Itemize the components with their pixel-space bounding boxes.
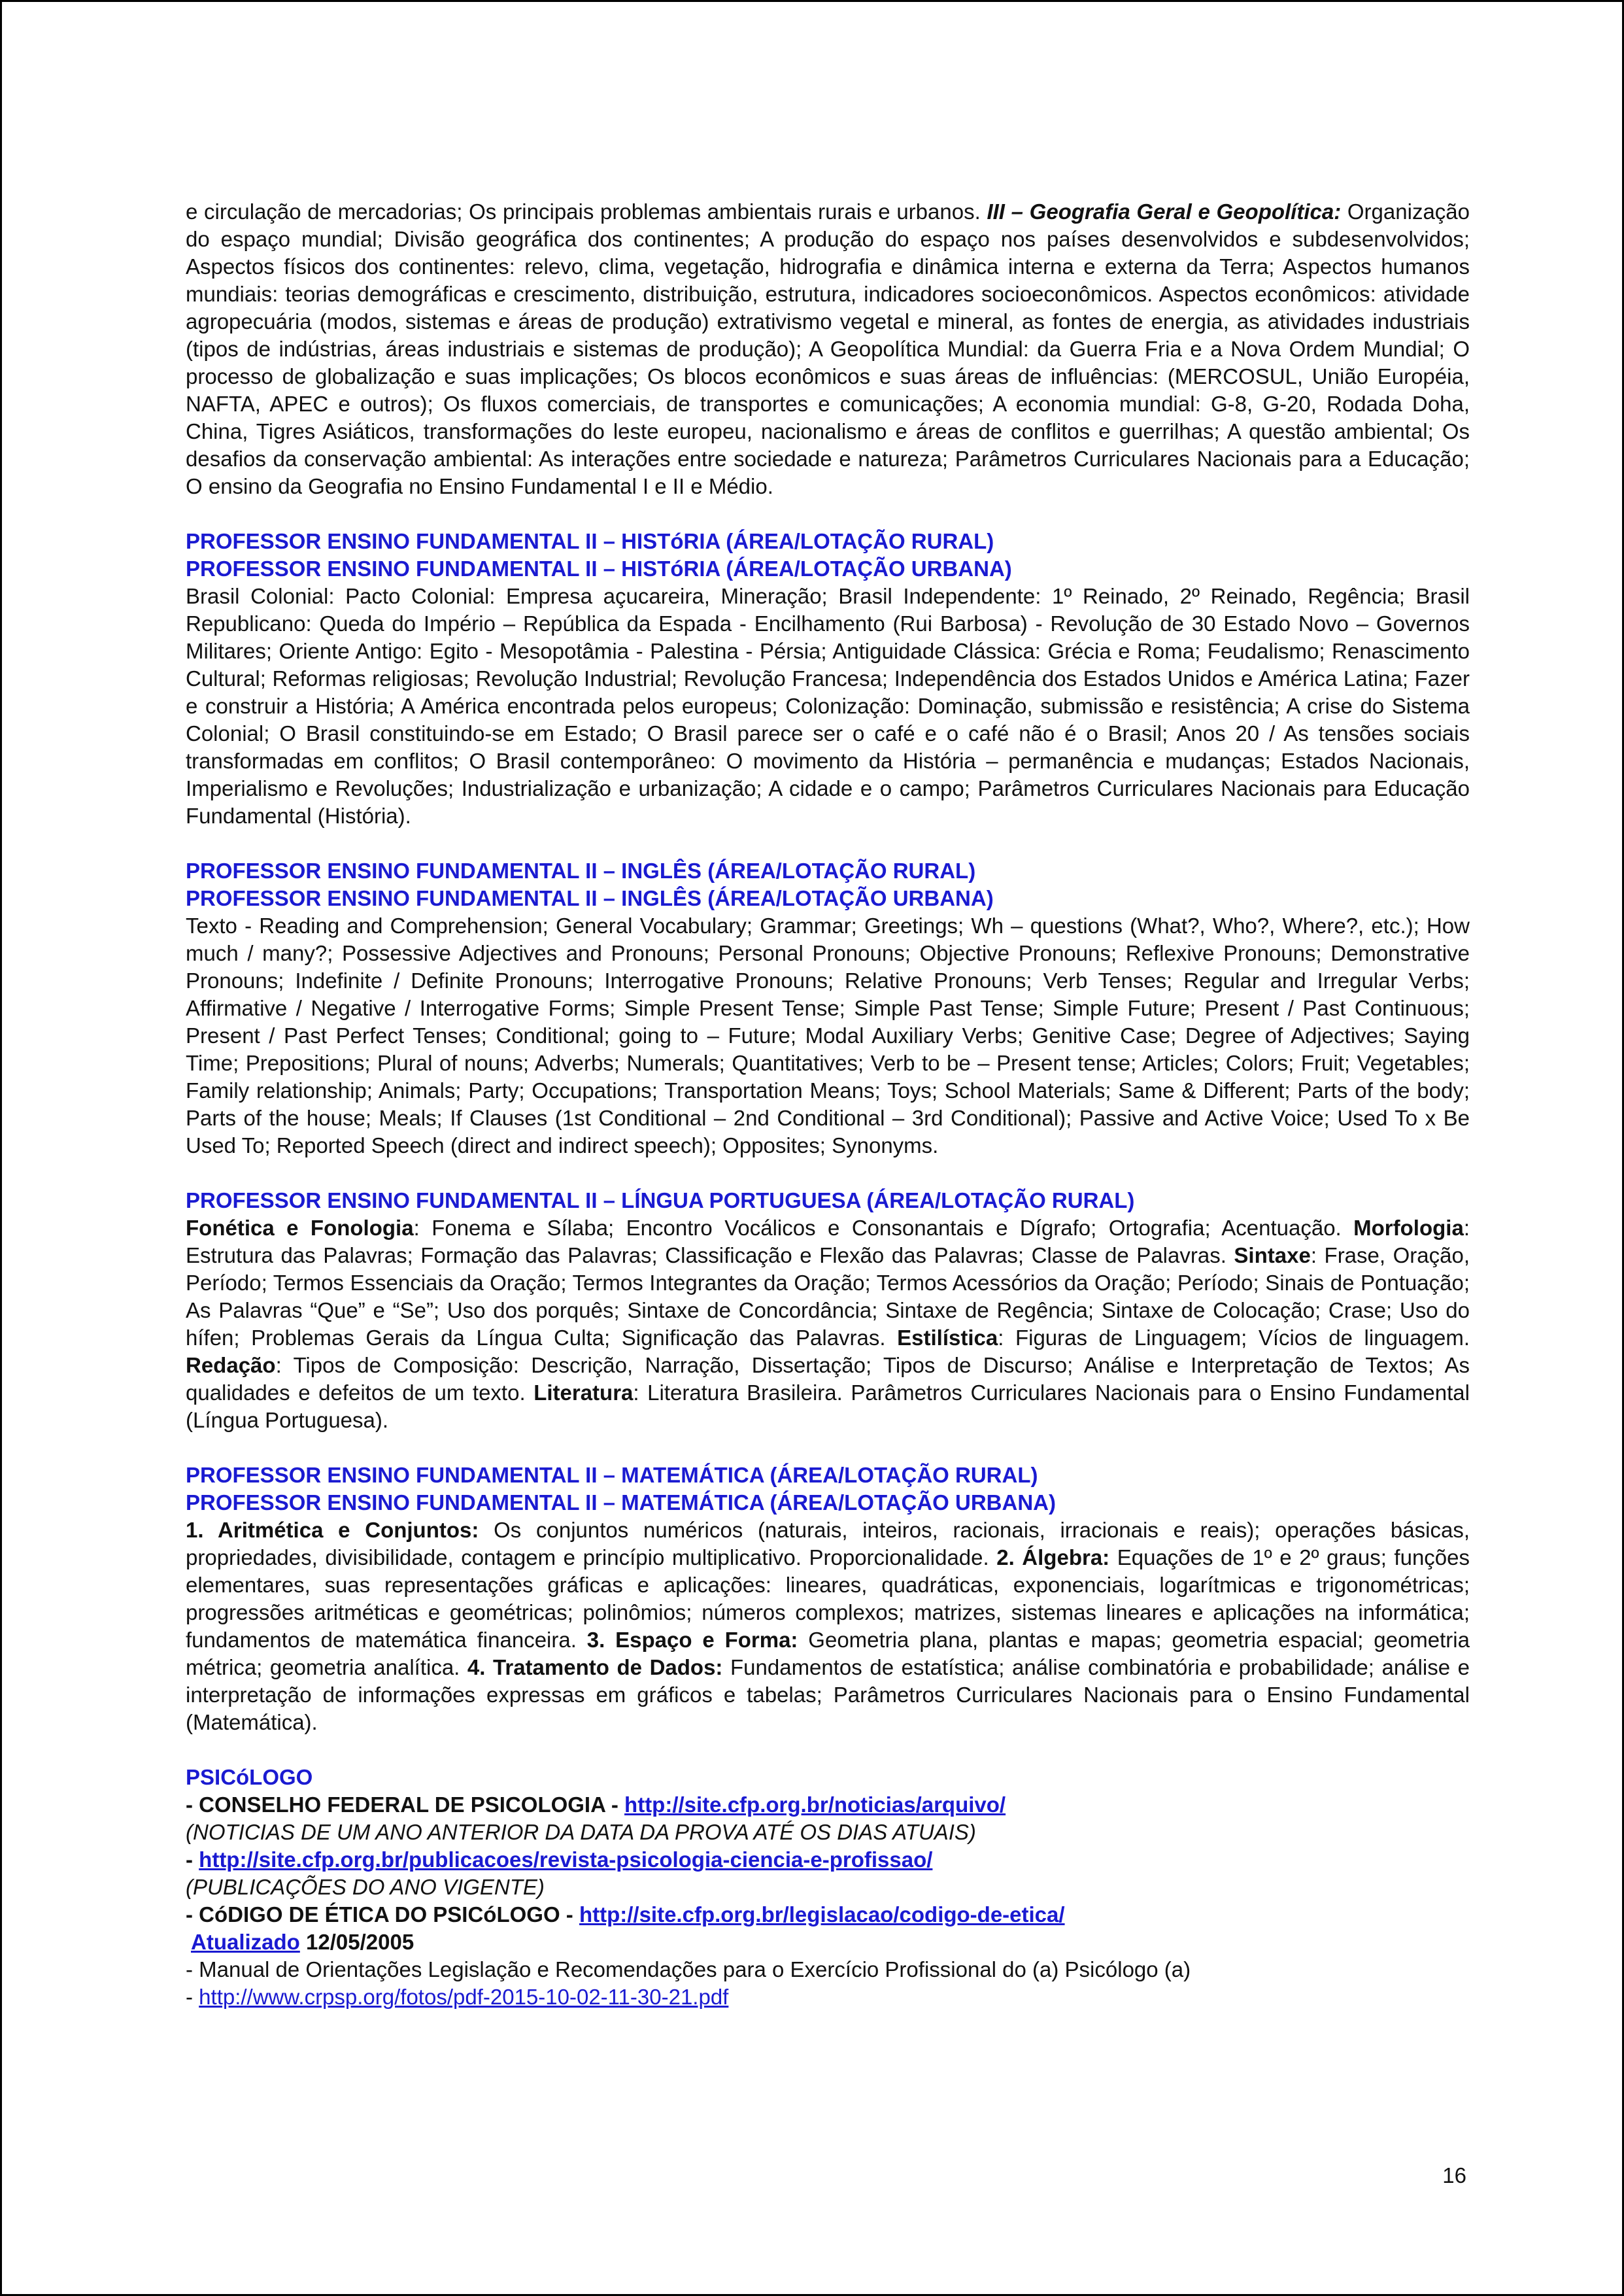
matematica-text-algebra: Equações de 1º e 2º graus; funções elementares, suas representações gráficas e aplicações: lineares, quadráticas, exponenciais, logarítmicas e trigonométricas; progressões aritméticas e geométricas; polinômios; números complexos; matrizes, sistemas lineares e aplicações na informática; fundamentos de matemática financeira. bbox=[186, 1545, 1470, 1652]
page-number: 16 bbox=[1442, 2163, 1466, 2187]
ingles-paragraph: Texto - Reading and Comprehension; General Vocabulary; Grammar; Greetings; Wh – questions (What?, Who?, Where?, etc.); How much / many?; Possessive Adjectives and Pronouns; Personal Pronouns; Objective Pronouns; Reflexive Pronouns; Demonstrative Pronouns; Indefinite / Definite Pronouns; Interrogative Pronouns; Relative Pronouns; Verb Tenses; Regular and Irregular Verbs; Affirmative / Negative / Interrogative Forms; Simple Present Tense; Simple Past Tense; Simple Future; Present / Past Continuous; Present / Past Perfect Tenses; Conditional; going to – Future; Modal Auxiliary Verbs; Genitive Case; Degree of Adjectives; Saying Time; Prepositions; Plural of nouns; Adverbs; Numerals; Quantitatives; Verb to be – Present tense; Articles; Colors; Fruit; Vegetables; Family relationship; Animals; Party; Occupations; Transportation Means; Toys; School Materials; Same & Different; Parts of the body; Parts of the house; Meals; If Clauses (1st Conditional – 2nd Conditional – 3rd Conditional); Passive and Active Voice; Used To x Be Used To; Reported Speech (direct and indirect speech); Opposites; Synonyms. bbox=[186, 914, 1470, 1157]
crpsp-pdf-link[interactable]: http://www.crpsp.org/fotos/pdf-2015-10-02-11-30-21.pdf bbox=[199, 1985, 729, 2009]
matematica-topic-dados: 4. Tratamento de Dados: bbox=[467, 1655, 723, 1679]
page-content bbox=[186, 198, 1470, 2011]
psicologo-line-manual: - Manual de Orientações Legislação e Recomendações para o Exercício Profissional do (a) Psicólogo (a) bbox=[186, 1957, 1191, 1981]
geografia-text-1: e circulação de mercadorias; Os principais problemas ambientais rurais e urbanos. bbox=[186, 199, 987, 224]
portugues-text-redacao: : Tipos de Composição: Descrição, Narração, Dissertação; Tipos de Discurso; Análise e Interpretação de Textos; As qualidades e defeitos de um texto. bbox=[186, 1353, 1470, 1405]
portugues-paragraph bbox=[186, 1214, 1470, 1434]
spacer bbox=[186, 1736, 1470, 1764]
portugues-topic-fonetica: Fonética e Fonologia bbox=[186, 1216, 414, 1240]
portugues-text-fonetica: : Fonema e Sílaba; Encontro Vocálicos e Consonantais e Dígrafo; Ortografia; Acentuação. bbox=[413, 1216, 1354, 1240]
spacer bbox=[186, 830, 1470, 857]
historia-heading-urbana: PROFESSOR ENSINO FUNDAMENTAL II – HISTóRIA (ÁREA/LOTAÇÃO URBANA) bbox=[186, 557, 1012, 581]
psicologo-line-atualizado bbox=[186, 1928, 1470, 1956]
psicologo-line-crpsp bbox=[186, 1983, 1470, 2011]
crpsp-prefix: - bbox=[186, 1985, 199, 2009]
matematica-heading-urbana: PROFESSOR ENSINO FUNDAMENTAL II – MATEMÁTICA (ÁREA/LOTAÇÃO URBANA) bbox=[186, 1490, 1056, 1515]
psicologo-line-cfp bbox=[186, 1791, 1470, 1819]
geografia-paragraph bbox=[186, 198, 1470, 500]
matematica-text-dados: Fundamentos de estatística; análise combinatória e probabilidade; análise e interpretação de informações expressas em gráficos e tabelas; Parâmetros Curriculares Nacionais para o Ensino Fundamental (Matemática). bbox=[186, 1655, 1470, 1734]
psicologo-line-noticias-note: (NOTICIAS DE UM ANO ANTERIOR DA DATA DA PROVA ATÉ OS DIAS ATUAIS) bbox=[186, 1820, 976, 1844]
geografia-text-2: Organização do espaço mundial; Divisão geográfica dos continentes; A produção do espaço nos países desenvolvidos e subdesenvolvidos; Aspectos físicos dos continentes: relevo, clima, vegetação, hidrografia e dinâmica interna e externa da Terra; Aspectos humanos mundiais: teorias demográficas e crescimento, distribuição, estrutura, indicadores socioeconômicos. Aspectos econômicos: atividade agropecuária (modos, sistemas e áreas de produção) extrativismo vegetal e mineral, as fontes de energia, as atividades industriais (tipos de indústrias, áreas industriais e sistemas de produção); A Geopolítica Mundial: da Guerra Fria e a Nova Ordem Mundial; O processo de globalização e suas implicações; Os blocos econômicos e suas áreas de influências: (MERCOSUL, União Européia, NAFTA, APEC e outros); Os fluxos comerciais, de transportes e comunicações; A economia mundial: G-8, G-20, Rodada Doha, China, Tigres Asiáticos, transformações do leste europeu, nacionalismo e áreas de conflitos e guerrilhas; A questão ambiental; Os desafios da conservação ambiental: As interações entre sociedade e natureza; Parâmetros Curriculares Nacionais para a Educação; O ensino da Geografia no Ensino Fundamental I e II e Médio. bbox=[186, 199, 1470, 498]
portugues-heading-rural: PROFESSOR ENSINO FUNDAMENTAL II – LÍNGUA PORTUGUESA (ÁREA/LOTAÇÃO RURAL) bbox=[186, 1188, 1135, 1212]
ingles-heading-rural: PROFESSOR ENSINO FUNDAMENTAL II – INGLÊS (ÁREA/LOTAÇÃO RURAL) bbox=[186, 859, 976, 883]
cfp-label: - CONSELHO FEDERAL DE PSICOLOGIA - bbox=[186, 1792, 625, 1817]
psicologo-line-publicacoes-note: (PUBLICAÇÕES DO ANO VIGENTE) bbox=[186, 1875, 545, 1899]
spacer bbox=[186, 500, 1470, 528]
ingles-heading-urbana: PROFESSOR ENSINO FUNDAMENTAL II – INGLÊS (ÁREA/LOTAÇÃO URBANA) bbox=[186, 886, 994, 910]
spacer bbox=[186, 1434, 1470, 1462]
matematica-topic-aritmetica: 1. Aritmética e Conjuntos: bbox=[186, 1518, 479, 1542]
geografia-section-title: III – Geografia Geral e Geopolítica: bbox=[987, 199, 1342, 224]
portugues-topic-sintaxe: Sintaxe bbox=[1234, 1243, 1311, 1267]
matematica-text-aritmetica: Os conjuntos numéricos (naturais, inteiros, racionais, irracionais e reais); operações básicas, propriedades, divisibilidade, contagem e princípio multiplicativo. Proporcionalidade. bbox=[186, 1518, 1470, 1569]
matematica-heading-rural: PROFESSOR ENSINO FUNDAMENTAL II – MATEMÁTICA (ÁREA/LOTAÇÃO RURAL) bbox=[186, 1463, 1038, 1487]
historia-paragraph: Brasil Colonial: Pacto Colonial: Empresa açucareira, Mineração; Brasil Independente: 1º Reinado, 2º Reinado, Regência; Brasil Republicano: Queda do Império – República da Espada - Encilhamento (Rui Barbosa) - Revolução de 30 Estado Novo – Governos Militares; Oriente Antigo: Egito - Mesopotâmia - Palestina - Pérsia; Antiguidade Clássica: Grécia e Roma; Feudalismo; Renascimento Cultural; Reformas religiosas; Revolução Industrial; Revolução Francesa; Independência dos Estados Unidos e América Latina; Fazer e construir a História; A América encontrada pelos europeus; Colonização: Dominação, submissão e resistência; A crise do Sistema Colonial; O Brasil constituindo-se em Estado; O Brasil parece ser o café e o café não é o Brasil; Anos 20 / As tensões sociais transformadas em conflitos; O Brasil contemporâneo: O movimento da História – permanência e mudanças; Estados Nacionais, Imperialismo e Revoluções; Industrialização e urbanização; A cidade e o campo; Parâmetros Curriculares Nacionais para Educação Fundamental (História). bbox=[186, 584, 1470, 828]
portugues-topic-literatura: Literatura bbox=[533, 1380, 634, 1405]
atualizado-date: 12/05/2005 bbox=[299, 1930, 414, 1954]
psicologo-line-revista bbox=[186, 1846, 1470, 1874]
psicologo-line-codigo bbox=[186, 1901, 1470, 1928]
portugues-topic-estilistica: Estilística bbox=[897, 1326, 998, 1350]
matematica-topic-algebra: 2. Álgebra: bbox=[996, 1545, 1110, 1569]
psicologo-heading: PSICóLOGO bbox=[186, 1765, 313, 1789]
codigo-label: - CóDIGO DE ÉTICA DO PSICóLOGO - bbox=[186, 1902, 579, 1927]
atualizado-link[interactable]: Atualizado bbox=[191, 1930, 300, 1954]
portugues-text-sintaxe: : Frase, Oração, Período; Termos Essenciais da Oração; Termos Integrantes da Oração; Termos Acessórios da Oração; Período; Sinais de Pontuação; As Palavras “Que” e “Se”; Uso dos porquês; Sintaxe de Concordância; Sintaxe de Regência; Sintaxe de Colocação; Crase; Uso do hífen; Problemas Gerais da Língua Culta; Significação das Palavras. bbox=[186, 1243, 1470, 1350]
portugues-topic-morfologia: Morfologia bbox=[1353, 1216, 1464, 1240]
portugues-text-estilistica: : Figuras de Linguagem; Vícios de linguagem. bbox=[998, 1326, 1470, 1350]
historia-heading-rural: PROFESSOR ENSINO FUNDAMENTAL II – HISTóRIA (ÁREA/LOTAÇÃO RURAL) bbox=[186, 529, 994, 553]
spacer bbox=[186, 1159, 1470, 1187]
matematica-topic-espaco: 3. Espaço e Forma: bbox=[586, 1628, 798, 1652]
codigo-etica-link[interactable]: http://site.cfp.org.br/legislacao/codigo-de-etica/ bbox=[579, 1902, 1065, 1927]
portugues-text-literatura: : Literatura Brasileira. Parâmetros Curriculares Nacionais para o Ensino Fundamental (Língua Portuguesa). bbox=[186, 1380, 1470, 1432]
revista-prefix: - bbox=[186, 1847, 199, 1872]
portugues-topic-redacao: Redação bbox=[186, 1353, 276, 1377]
matematica-paragraph bbox=[186, 1516, 1470, 1736]
cfp-noticias-link[interactable]: http://site.cfp.org.br/noticias/arquivo/ bbox=[624, 1792, 1006, 1817]
revista-link[interactable]: http://site.cfp.org.br/publicacoes/revista-psicologia-ciencia-e-profissao/ bbox=[199, 1847, 933, 1872]
matematica-text-espaco: Geometria plana, plantas e mapas; geometria espacial; geometria métrica; geometria analítica. bbox=[186, 1628, 1470, 1679]
portugues-text-morfologia: : Estrutura das Palavras; Formação das Palavras; Classificação e Flexão das Palavras; Classe de Palavras. bbox=[186, 1216, 1470, 1267]
